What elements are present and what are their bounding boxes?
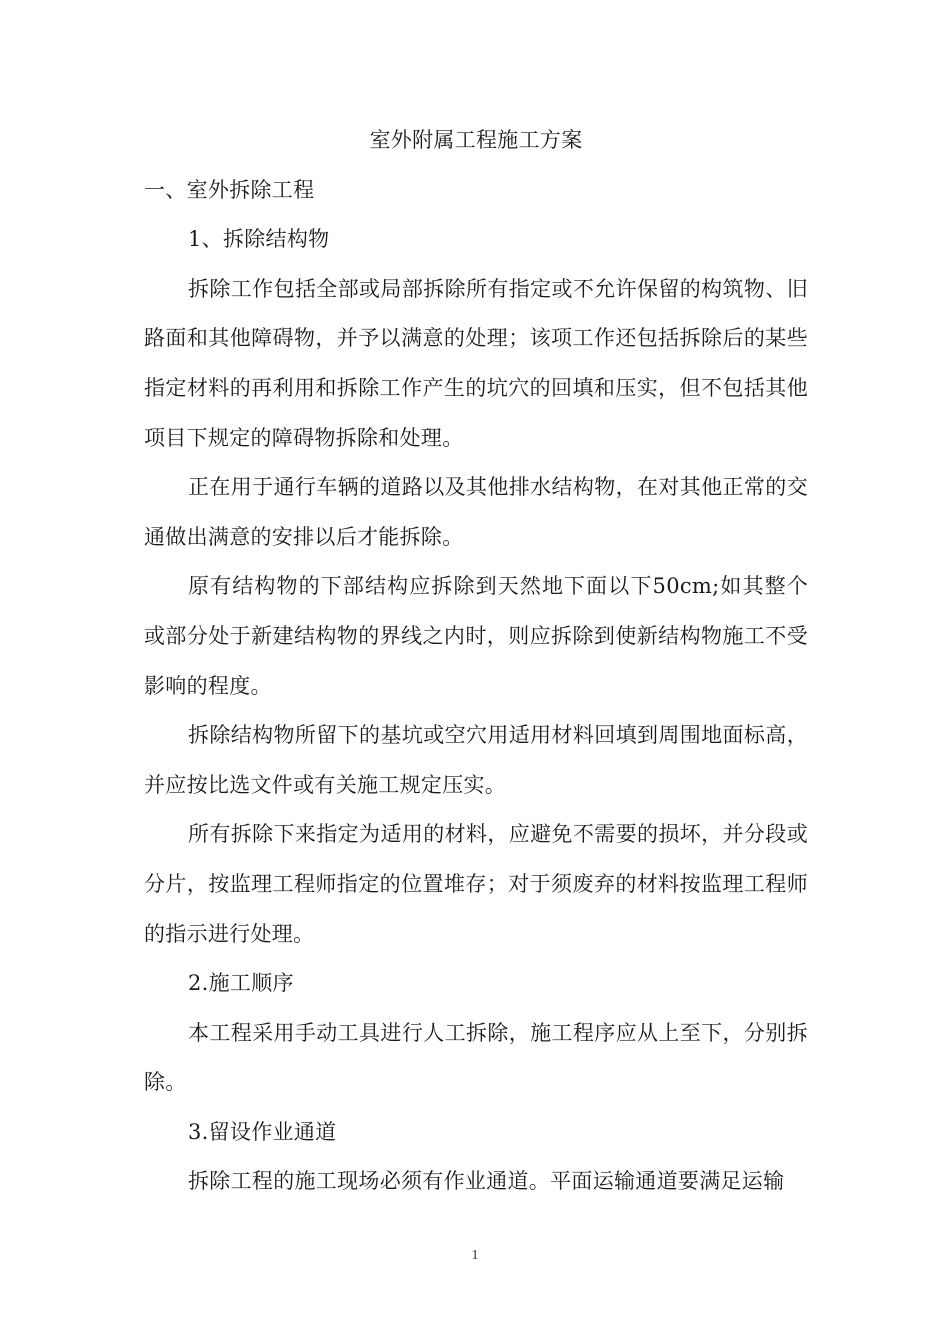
paragraph: 拆除工作包括全部或局部拆除所有指定或不允许保留的构筑物、旧路面和其他障碍物，并予以满意的处理；该项工作还包括拆除后的某些指定材料的再利用和拆除工作产生的坑穴的回填和压实，但不包括其他项目下规定的障碍物拆除和处理。 <box>144 276 808 450</box>
paragraph: 原有结构物的下部结构应拆除到天然地下面以下50cm;如其整个或部分处于新建结构物的界线之内时，则应拆除到使新结构物施工不受影响的程度。 <box>144 574 808 698</box>
paragraph: 本工程采用手动工具进行人工拆除，施工程序应从上至下，分别拆除。 <box>144 1020 808 1095</box>
paragraph: 拆除工程的施工现场必须有作业通道。平面运输通道要满足运输 <box>188 1169 785 1194</box>
page-number: 1 <box>471 1248 479 1263</box>
paragraph: 所有拆除下来指定为适用的材料，应避免不需要的损坏，并分段或分片，按监理工程师指定的位置堆存；对于须废弃的材料按监理工程师的指示进行处理。 <box>144 822 808 946</box>
subsection-heading: 2.施工顺序 <box>188 971 294 996</box>
subsection-heading: 3.留设作业通道 <box>188 1119 337 1144</box>
paragraph: 正在用于通行车辆的道路以及其他排水结构物，在对其他正常的交通做出满意的安排以后才能拆除。 <box>144 475 808 549</box>
section-heading: 一、室外拆除工程 <box>144 177 315 202</box>
document-body <box>144 116 808 1207</box>
paragraph: 拆除结构物所留下的基坑或空穴用适用材料回填到周围地面标高，并应按比选文件或有关施工规定压实。 <box>144 723 808 797</box>
document-title: 室外附属工程施工方案 <box>369 128 583 152</box>
subsection-heading: 1、拆除结构物 <box>188 227 330 252</box>
